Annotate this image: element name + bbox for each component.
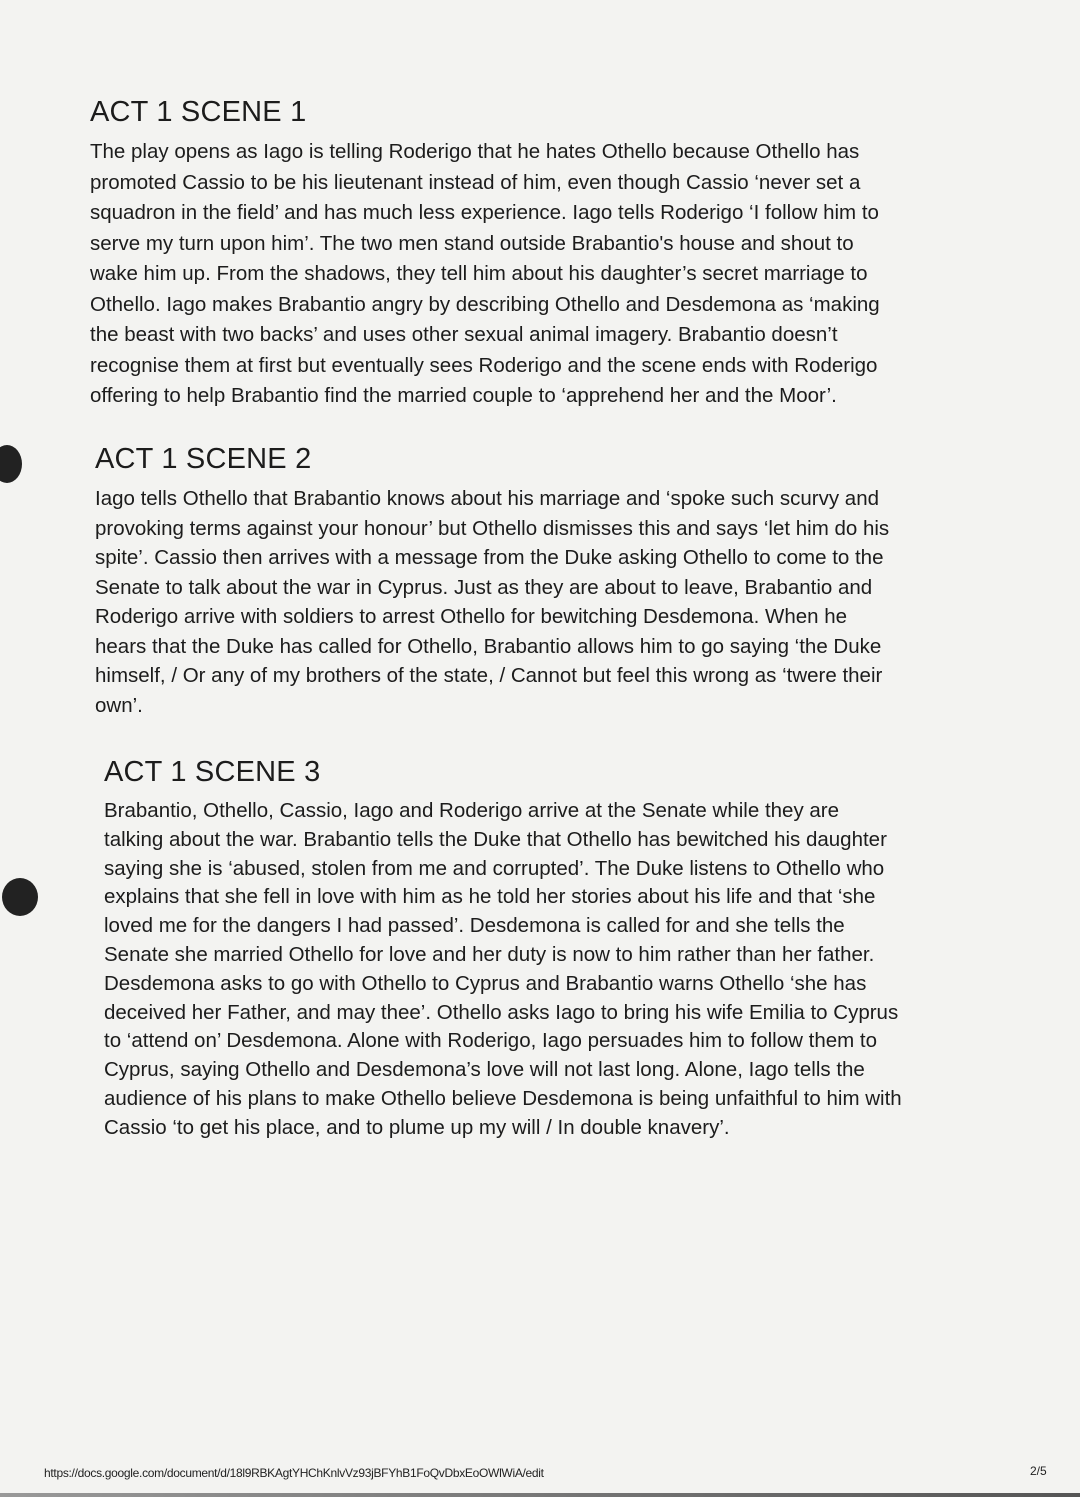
text-line: audience of his plans to make Othello believe Desdemona is being unfaithful to him with	[104, 1086, 902, 1110]
text-line: himself, / Or any of my brothers of the state, / Cannot but feel this wrong as ‘twere their	[95, 664, 883, 687]
text-line: recognise them at first but eventually sees Roderigo and the scene ends with Roderigo	[90, 353, 878, 377]
text-line: serve my turn upon him’. The two men stand outside Brabantio's house and shout to	[90, 231, 854, 255]
section-body	[104, 797, 1004, 1143]
section-act1-scene3	[104, 756, 1004, 1143]
text-line: Desdemona asks to go with Othello to Cyprus and Brabantio warns Othello ‘she has	[104, 971, 867, 995]
section-act1-scene2	[95, 443, 995, 720]
text-line: loved me for the dangers I had passed’. Desdemona is called for and she tells the	[104, 914, 845, 938]
section-heading: ACT 1 SCENE 3	[104, 756, 321, 788]
text-line: Cyprus, saying Othello and Desdemona’s love will not last long. Alone, Iago tells the	[104, 1058, 865, 1082]
text-line: own’.	[95, 693, 143, 717]
text-line: the beast with two backs’ and uses other sexual animal imagery. Brabantio doesn’t	[90, 323, 838, 346]
text-line: talking about the war. Brabantio tells the Duke that Othello has bewitched his daughter	[104, 827, 887, 851]
text-line: Senate she married Othello for love and her duty is now to him rather than her father.	[104, 942, 875, 966]
text-line: Iago tells Othello that Brabantio knows about his marriage and ‘spoke such scurvy and	[95, 487, 879, 510]
section-heading: ACT 1 SCENE 2	[95, 443, 312, 475]
text-line: wake him up. From the shadows, they tell him about his daughter’s secret marriage to	[90, 262, 868, 285]
text-line: offering to help Brabantio find the married couple to ‘apprehend her and the Moor’.	[90, 384, 837, 407]
punch-hole	[0, 445, 22, 483]
section-body	[90, 137, 990, 412]
text-line: provoking terms against your honour’ but Othello dismisses this and says ‘let him do his	[95, 516, 890, 540]
text-line: Othello. Iago makes Brabantio angry by describing Othello and Desdemona as ‘making	[90, 292, 880, 316]
text-line: spite’. Cassio then arrives with a message from the Duke asking Othello to come to the	[95, 546, 884, 569]
text-line: promoted Cassio to be his lieutenant instead of him, even though Cassio ‘never set a	[90, 170, 861, 194]
page-number: 2/5	[1030, 1464, 1047, 1478]
text-line: saying she is ‘abused, stolen from me and corrupted’. The Duke listens to Othello who	[104, 856, 885, 880]
text-line: Cassio ‘to get his place, and to plume up my will / In double knavery’.	[104, 1115, 730, 1139]
text-line: squadron in the field’ and has much less experience. Iago tells Roderigo ‘I follow him to	[90, 201, 879, 224]
text-line: explains that she fell in love with him as he told her stories about his life and that ‘she	[104, 885, 876, 909]
text-line: Roderigo arrive with soldiers to arrest Othello for bewitching Desdemona. When he	[95, 605, 848, 628]
section-body	[95, 484, 995, 720]
punch-hole	[2, 878, 38, 916]
text-line: deceived her Father, and may thee’. Othello asks Iago to bring his wife Emilia to Cyprus	[104, 1000, 899, 1024]
text-line: The play opens as Iago is telling Roderigo that he hates Othello because Othello has	[90, 140, 860, 163]
text-line: Brabantio, Othello, Cassio, Iago and Roderigo arrive at the Senate while they are	[104, 799, 840, 822]
text-line: hears that the Duke has called for Othello, Brabantio allows him to go saying ‘the Duke	[95, 634, 882, 658]
section-act1-scene1	[90, 96, 990, 412]
text-line: to ‘attend on’ Desdemona. Alone with Roderigo, Iago persuades him to follow them to	[104, 1029, 878, 1053]
text-line: Senate to talk about the war in Cyprus. Just as they are about to leave, Brabantio and	[95, 575, 873, 599]
footer-url: https://docs.google.com/document/d/18l9RBKAgtYHChKnlvVz93jBFYhB1FoQvDbxEoOWlWiA/edit	[44, 1466, 544, 1480]
scan-edge	[0, 1493, 1080, 1497]
section-heading: ACT 1 SCENE 1	[90, 96, 307, 128]
